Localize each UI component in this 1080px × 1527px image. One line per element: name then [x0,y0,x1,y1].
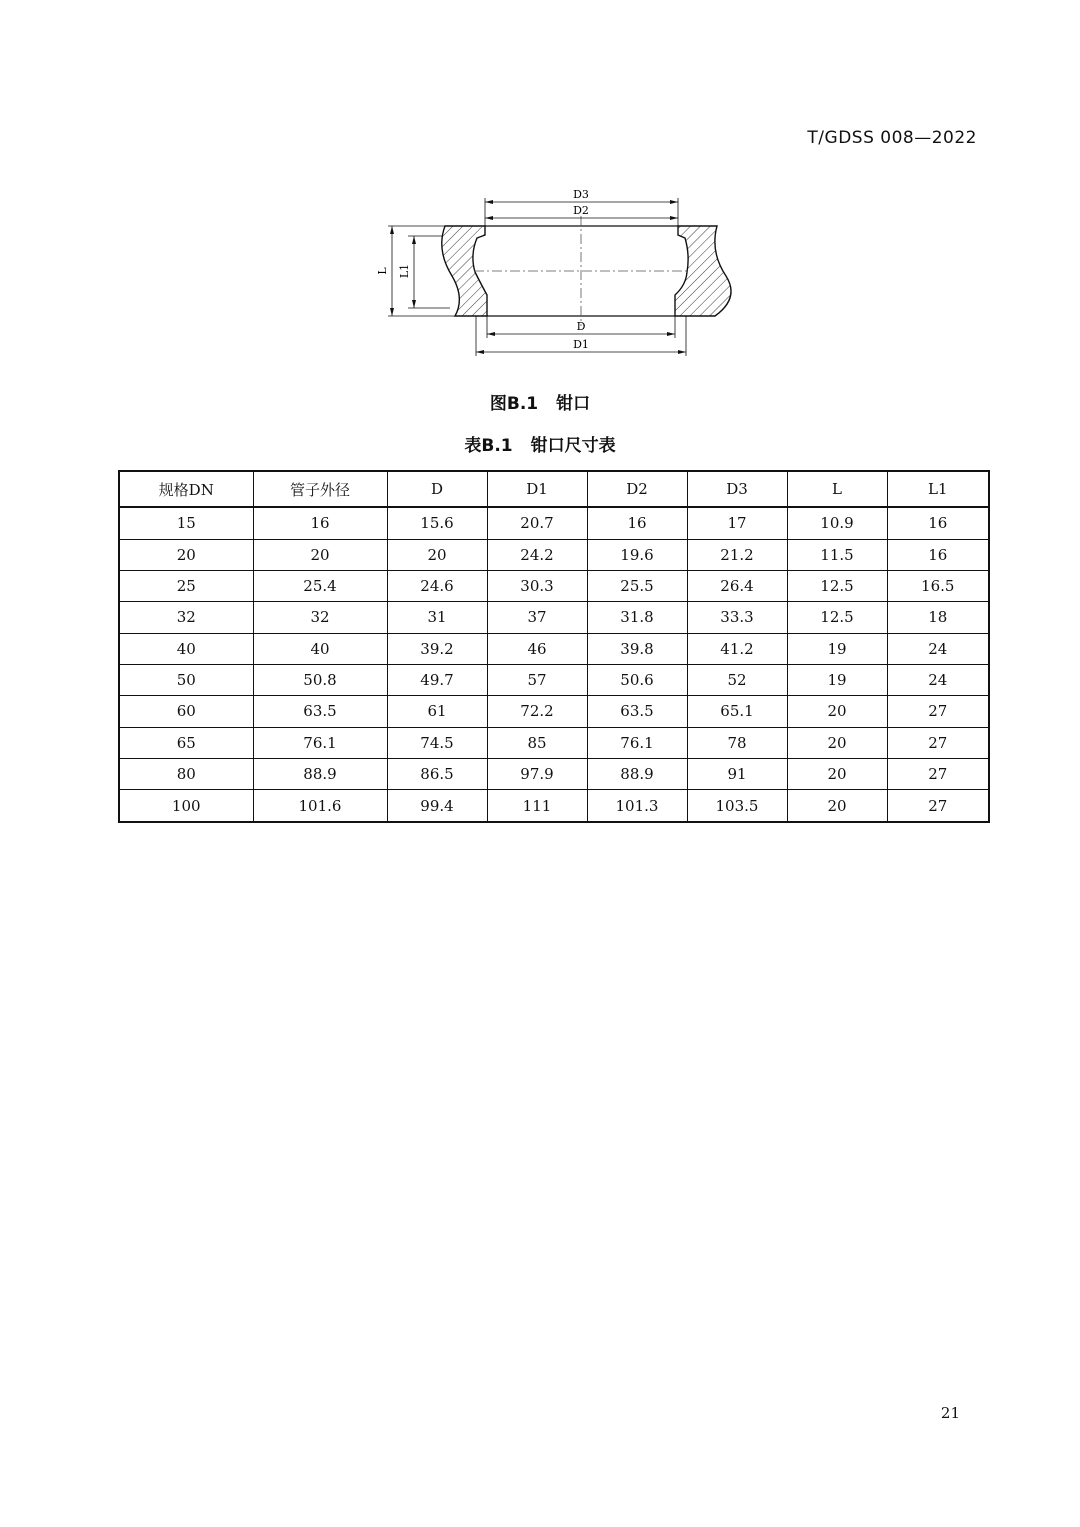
table-cell: 17 [687,507,787,539]
table-cell: 24.6 [387,570,487,601]
table-cell: 32 [253,602,387,633]
table-cell: 25.5 [587,570,687,601]
table-cell: 40 [253,633,387,664]
table-cell: 111 [487,790,587,822]
table-caption [0,431,1080,456]
table-cell: 65 [119,727,253,758]
table-cell: 24.2 [487,539,587,570]
table-cell: 16 [587,507,687,539]
table-cell: 46 [487,633,587,664]
table-cell: 40 [119,633,253,664]
table-cell: 39.8 [587,633,687,664]
table-cell: 91 [687,758,787,789]
table-header-row [119,471,989,507]
label-l: L [376,267,389,275]
table-cell: 80 [119,758,253,789]
table-cell: 20 [787,790,887,822]
table-cell: 19.6 [587,539,687,570]
table-cell: 16 [887,539,989,570]
table-cell: 25.4 [253,570,387,601]
table-cell: 27 [887,727,989,758]
table-cell: 63.5 [253,696,387,727]
table-cell: 52 [687,664,787,695]
table-cell: 15 [119,507,253,539]
table-row [119,790,989,822]
table-cell: 27 [887,790,989,822]
table-cell: 24 [887,664,989,695]
table-cell: 20 [387,539,487,570]
label-d3: D3 [573,188,589,201]
table-cell: 32 [119,602,253,633]
table-body [119,507,989,822]
table-row [119,570,989,601]
table-cell: 99.4 [387,790,487,822]
table-cell: 12.5 [787,602,887,633]
label-d1: D1 [573,338,589,351]
table-cell: 16 [253,507,387,539]
standard-code: T/GDSS 008—2022 [807,128,977,148]
table-cell: 63.5 [587,696,687,727]
table-cell: 50.8 [253,664,387,695]
table-cell: 30.3 [487,570,587,601]
table-cell: 76.1 [587,727,687,758]
table-cell: 101.3 [587,790,687,822]
table-cell: 20.7 [487,507,587,539]
table-row [119,696,989,727]
table-cell: 10.9 [787,507,887,539]
table-cell: 20 [787,758,887,789]
table-cell: 49.7 [387,664,487,695]
table-cell: 15.6 [387,507,487,539]
table-row [119,539,989,570]
table-row [119,727,989,758]
table-row [119,507,989,539]
column-header: D3 [687,471,787,507]
table-cell: 11.5 [787,539,887,570]
table-cell: 31.8 [587,602,687,633]
column-header: D [387,471,487,507]
table-cell: 24 [887,633,989,664]
table-cell: 26.4 [687,570,787,601]
table-cell: 41.2 [687,633,787,664]
table-cell: 101.6 [253,790,387,822]
table-cell: 27 [887,696,989,727]
figure-caption-number: 图B.1 [489,394,539,414]
table-cell: 16.5 [887,570,989,601]
jaw-dimension-table [118,470,990,823]
table-cell: 37 [487,602,587,633]
table-cell: 19 [787,633,887,664]
figure-caption-title: 钳口 [556,394,591,414]
table-cell: 72.2 [487,696,587,727]
jaw-cross-section-drawing [370,180,740,360]
column-header: D2 [587,471,687,507]
table-cell: 85 [487,727,587,758]
table-cell: 27 [887,758,989,789]
table-cell: 50.6 [587,664,687,695]
table-cell: 86.5 [387,758,487,789]
table-cell: 50 [119,664,253,695]
table-cell: 61 [387,696,487,727]
table-cell: 20 [787,696,887,727]
column-header: L [787,471,887,507]
table-row [119,602,989,633]
table-cell: 57 [487,664,587,695]
table-cell: 20 [253,539,387,570]
table-cell: 21.2 [687,539,787,570]
table-row [119,633,989,664]
table-cell: 88.9 [587,758,687,789]
table-cell: 18 [887,602,989,633]
table-cell: 76.1 [253,727,387,758]
table-cell: 39.2 [387,633,487,664]
table-cell: 74.5 [387,727,487,758]
table-cell: 20 [119,539,253,570]
table-cell: 31 [387,602,487,633]
table-row [119,758,989,789]
table-cell: 88.9 [253,758,387,789]
table-cell: 16 [887,507,989,539]
table-cell: 20 [787,727,887,758]
right-section [675,226,731,316]
label-l1: L1 [398,263,411,279]
table-cell: 25 [119,570,253,601]
figure-caption [0,389,1080,414]
table-cell: 60 [119,696,253,727]
table-cell: 19 [787,664,887,695]
table-cell: 65.1 [687,696,787,727]
table-caption-title: 钳口尺寸表 [530,436,616,456]
table-row [119,664,989,695]
column-header: 管子外径 [253,471,387,507]
label-d: D [576,320,586,333]
table-cell: 103.5 [687,790,787,822]
table-cell: 33.3 [687,602,787,633]
label-d2: D2 [573,204,589,217]
table-cell: 97.9 [487,758,587,789]
table-caption-number: 表B.1 [464,436,513,456]
column-header: D1 [487,471,587,507]
column-header: L1 [887,471,989,507]
column-header: 规格DN [119,471,253,507]
table-cell: 78 [687,727,787,758]
page-number: 21 [940,1404,960,1422]
table-cell: 12.5 [787,570,887,601]
table-cell: 100 [119,790,253,822]
